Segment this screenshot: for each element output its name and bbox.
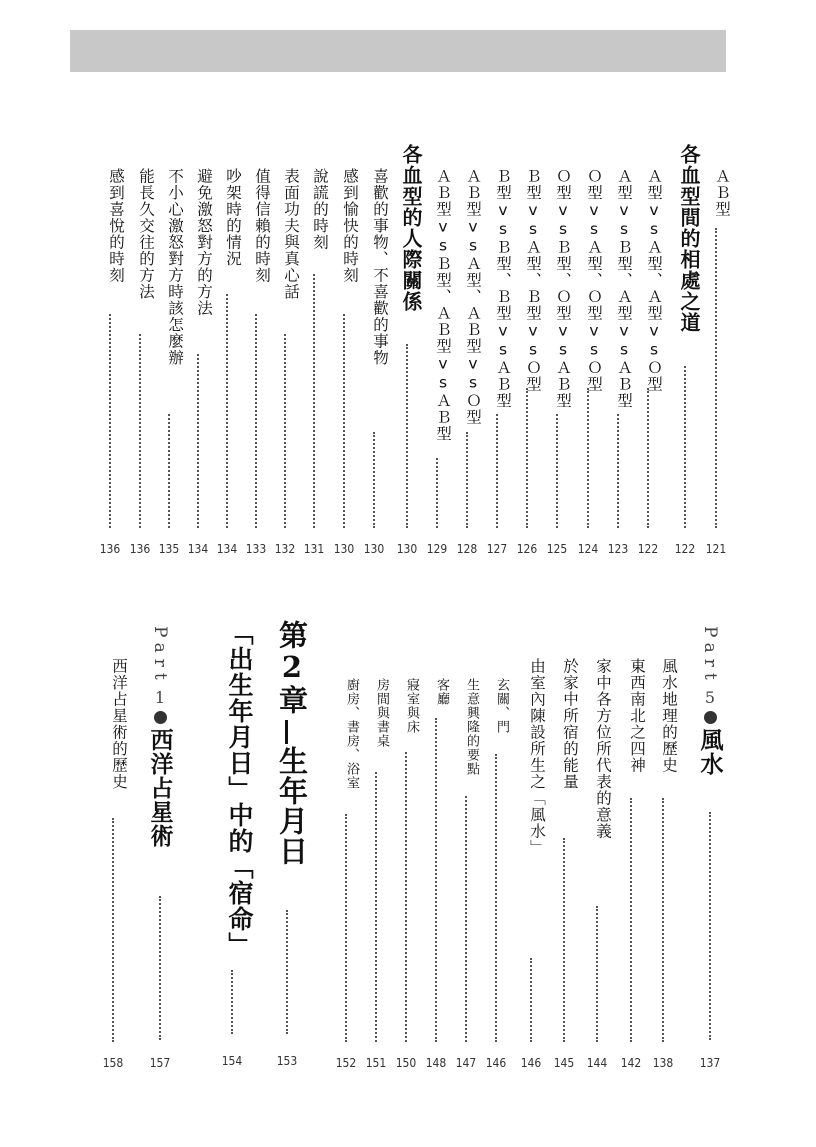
- toc-entry-page: 129: [426, 542, 448, 556]
- toc-entry-title: 西洋占星術的歷史: [110, 658, 128, 790]
- leader-dots: [313, 274, 315, 528]
- leader-dots: [715, 228, 717, 528]
- toc-entry-page: 134: [187, 542, 209, 556]
- toc-entry[interactable]: [454, 678, 478, 1076]
- toc-entry-page: 135: [158, 542, 180, 556]
- toc-entry[interactable]: [518, 658, 544, 1076]
- toc-entry-page: 123: [607, 542, 629, 556]
- part-number: 1: [154, 687, 166, 707]
- toc-entry-title: Ｂ型vsＢ型、Ｂ型vsＡＢ型: [494, 168, 512, 409]
- leader-dots: [373, 432, 375, 528]
- toc-entry-page: 136: [129, 542, 151, 556]
- toc-entry[interactable]: [301, 168, 327, 560]
- toc-entry-title: 風水地理的歷史: [660, 658, 678, 774]
- toc-entry-page: 138: [652, 1056, 674, 1070]
- toc-entry-title: ＡＢ型vsＢ型、ＡＢ型vsＡＢ型: [434, 168, 452, 442]
- toc-entry-page: 157: [149, 1056, 171, 1070]
- leader-dots: [526, 388, 528, 528]
- part-label: Part: [150, 626, 170, 686]
- toc-entry-title: 各血型的人際關係: [399, 144, 423, 312]
- toc-entry-page: 153: [276, 1054, 298, 1068]
- toc-entry[interactable]: [364, 678, 388, 1076]
- leader-dots: [345, 814, 347, 1042]
- toc-entry[interactable]: [97, 168, 123, 560]
- toc-entry-page: 147: [455, 1056, 477, 1070]
- leader-dots: [495, 754, 497, 1042]
- toc-entry-title: 廚房、書房、浴室: [344, 678, 359, 790]
- leader-dots: [112, 818, 114, 1042]
- leader-dots: [709, 812, 711, 1040]
- toc-entry[interactable]: [551, 658, 577, 1076]
- leader-dots: [596, 906, 598, 1042]
- toc-entry-page: 136: [99, 542, 121, 556]
- toc-entry-page: 158: [102, 1056, 124, 1070]
- toc-entry[interactable]: [331, 168, 357, 560]
- toc-entry[interactable]: [424, 678, 448, 1076]
- toc-entry-title: 說謊的時刻: [311, 168, 329, 251]
- toc-entry-title: 於家中所宿的能量: [561, 658, 579, 790]
- toc-entry-page: 144: [586, 1056, 608, 1070]
- leader-dots: [159, 896, 161, 1040]
- leader-dots: [436, 458, 438, 528]
- leader-dots: [435, 718, 437, 1042]
- part-number: 5: [704, 687, 716, 707]
- toc-section-heading[interactable]: [393, 144, 421, 560]
- toc-entry-page: 133: [245, 542, 267, 556]
- toc-entry-page: 128: [456, 542, 478, 556]
- toc-entry[interactable]: [618, 658, 644, 1076]
- toc-entry-page: 154: [221, 1054, 243, 1068]
- leader-dots: [563, 838, 565, 1042]
- toc-entry[interactable]: [424, 168, 450, 560]
- toc-entry-page: 137: [699, 1056, 721, 1070]
- toc-entry-title: 表面功夫與真心話: [282, 168, 300, 300]
- leader-dots: [109, 314, 111, 528]
- leader-dots: [647, 388, 649, 528]
- toc-entry[interactable]: [185, 168, 211, 560]
- toc-entry-page: 122: [674, 542, 696, 556]
- toc-entry[interactable]: [243, 168, 269, 560]
- leader-dots: [139, 334, 141, 528]
- chapter-title: 生年月日: [275, 746, 309, 866]
- toc-entry[interactable]: [584, 658, 610, 1076]
- leader-dots: [530, 958, 532, 1042]
- toc-chapter-subheading[interactable]: [212, 620, 252, 1076]
- leader-dots: [197, 354, 199, 528]
- toc-entry[interactable]: [605, 168, 631, 560]
- toc-entry-title: 由室內陳設所生之「風水」: [528, 658, 546, 856]
- leader-dots: [375, 772, 377, 1042]
- toc-entry-page: 130: [396, 542, 418, 556]
- toc-entry-page: 142: [620, 1056, 642, 1070]
- toc-entry-page: 150: [395, 1056, 417, 1070]
- toc-entry[interactable]: [127, 168, 153, 560]
- toc-entry[interactable]: [214, 168, 240, 560]
- toc-entry-title: 不小心激怒對方時該怎麼辦: [166, 168, 184, 366]
- toc-entry-page: 151: [365, 1056, 387, 1070]
- toc-entry-title: Ａ型vsＢ型、Ａ型vsＡＢ型: [615, 168, 633, 409]
- toc-entry-title: 各血型間的相處之道: [677, 144, 701, 333]
- toc-entry-title: 寢室與床: [404, 678, 419, 734]
- toc-entry[interactable]: [484, 678, 508, 1076]
- toc-entry[interactable]: [394, 678, 418, 1076]
- toc-entry[interactable]: [575, 168, 601, 560]
- leader-dots: [617, 414, 619, 528]
- toc-entry-title: ＡＢ型: [713, 168, 731, 218]
- toc-entry-page: 146: [485, 1056, 507, 1070]
- toc-entry-page: 122: [637, 542, 659, 556]
- leader-dots: [343, 314, 345, 528]
- chapter-divider-line: [285, 720, 288, 744]
- leader-dots: [466, 432, 468, 528]
- toc-entry[interactable]: [361, 168, 387, 560]
- toc-entry-title: ＡＢ型vsＡ型、ＡＢ型vsＯ型: [464, 168, 482, 426]
- toc-entry[interactable]: [635, 168, 661, 560]
- leader-dots: [465, 796, 467, 1042]
- toc-entry-page: 134: [216, 542, 238, 556]
- toc-entry-page: 146: [520, 1056, 542, 1070]
- toc-entry[interactable]: [514, 168, 540, 560]
- toc-entry[interactable]: [100, 658, 126, 1076]
- bullet-dot-icon: [154, 711, 167, 724]
- leader-dots: [630, 798, 632, 1042]
- toc-entry-page: 130: [333, 542, 355, 556]
- toc-entry-page: 130: [363, 542, 385, 556]
- leader-dots: [406, 344, 408, 528]
- toc-entry-title: Ｏ型vsＢ型、Ｏ型vsＡＢ型: [554, 168, 572, 409]
- header-band: [70, 30, 726, 72]
- leader-dots: [684, 366, 686, 528]
- bullet-dot-icon: [704, 711, 717, 724]
- toc-entry-title: 吵架時的情況: [224, 168, 242, 267]
- toc-entry-title: 房間與書桌: [374, 678, 389, 748]
- toc-entry-title: 能長久交往的方法: [137, 168, 155, 300]
- part-label: Part: [700, 626, 720, 686]
- toc-entry[interactable]: [272, 168, 298, 560]
- toc-chapter-heading[interactable]: [268, 620, 309, 1076]
- toc-entry[interactable]: [544, 168, 570, 560]
- toc-entry-page: 152: [335, 1056, 357, 1070]
- leader-dots: [284, 334, 286, 528]
- leader-dots: [255, 314, 257, 528]
- toc-entry-title: Ｂ型vsＡ型、Ｂ型vsＯ型: [524, 168, 542, 393]
- toc-entry[interactable]: [454, 168, 480, 560]
- toc-entry-title: 感到愉快的時刻: [341, 168, 359, 284]
- leader-dots: [286, 910, 288, 1034]
- toc-entry[interactable]: [650, 658, 676, 1076]
- toc-entry-title: 感到喜悅的時刻: [107, 168, 125, 284]
- toc-entry-title: Ｏ型vsＡ型、Ｏ型vsＯ型: [585, 168, 603, 393]
- part-title: 風水: [696, 727, 724, 776]
- leader-dots: [231, 970, 233, 1034]
- leader-dots: [496, 414, 498, 528]
- toc-entry-title: 客廳: [434, 678, 449, 706]
- toc-entry[interactable]: [703, 168, 729, 560]
- toc-entry-page: 121: [705, 542, 727, 556]
- chapter-number: 第2章: [275, 620, 309, 715]
- toc-entry-page: 131: [303, 542, 325, 556]
- toc-entry-title: 玄關、門: [494, 678, 509, 734]
- leader-dots: [587, 388, 589, 528]
- toc-entry-title: Ａ型vsＡ型、Ａ型vsＯ型: [645, 168, 663, 393]
- toc-part-heading[interactable]: [692, 626, 728, 1076]
- toc-section-heading[interactable]: [671, 144, 699, 560]
- toc-entry-page: 126: [516, 542, 538, 556]
- toc-part-heading[interactable]: [142, 626, 178, 1076]
- toc-entry-title: 東西南北之四神: [628, 658, 646, 774]
- toc-entry[interactable]: [334, 678, 358, 1076]
- leader-dots: [662, 798, 664, 1042]
- toc-entry-title: 避免激怒對方的方法: [195, 168, 213, 317]
- toc-entry-page: 124: [577, 542, 599, 556]
- toc-entry-title: 「出生年月日」中的「宿命」: [225, 620, 254, 958]
- toc-entry-page: 145: [553, 1056, 575, 1070]
- toc-entry-page: 125: [546, 542, 568, 556]
- leader-dots: [226, 294, 228, 528]
- toc-entry-title: 家中各方位所代表的意義: [594, 658, 612, 840]
- leader-dots: [168, 414, 170, 528]
- leader-dots: [405, 752, 407, 1042]
- toc-entry-title: 值得信賴的時刻: [253, 168, 271, 284]
- toc-entry-page: 127: [486, 542, 508, 556]
- toc-entry-title: 生意興隆的要點: [464, 678, 479, 776]
- toc-entry[interactable]: [484, 168, 510, 560]
- toc-entry-title: 喜歡的事物、不喜歡的事物: [371, 168, 389, 366]
- toc-entry-page: 132: [274, 542, 296, 556]
- part-title: 西洋占星術: [146, 727, 174, 848]
- toc-entry-page: 148: [425, 1056, 447, 1070]
- toc-entry[interactable]: [156, 168, 182, 560]
- leader-dots: [556, 414, 558, 528]
